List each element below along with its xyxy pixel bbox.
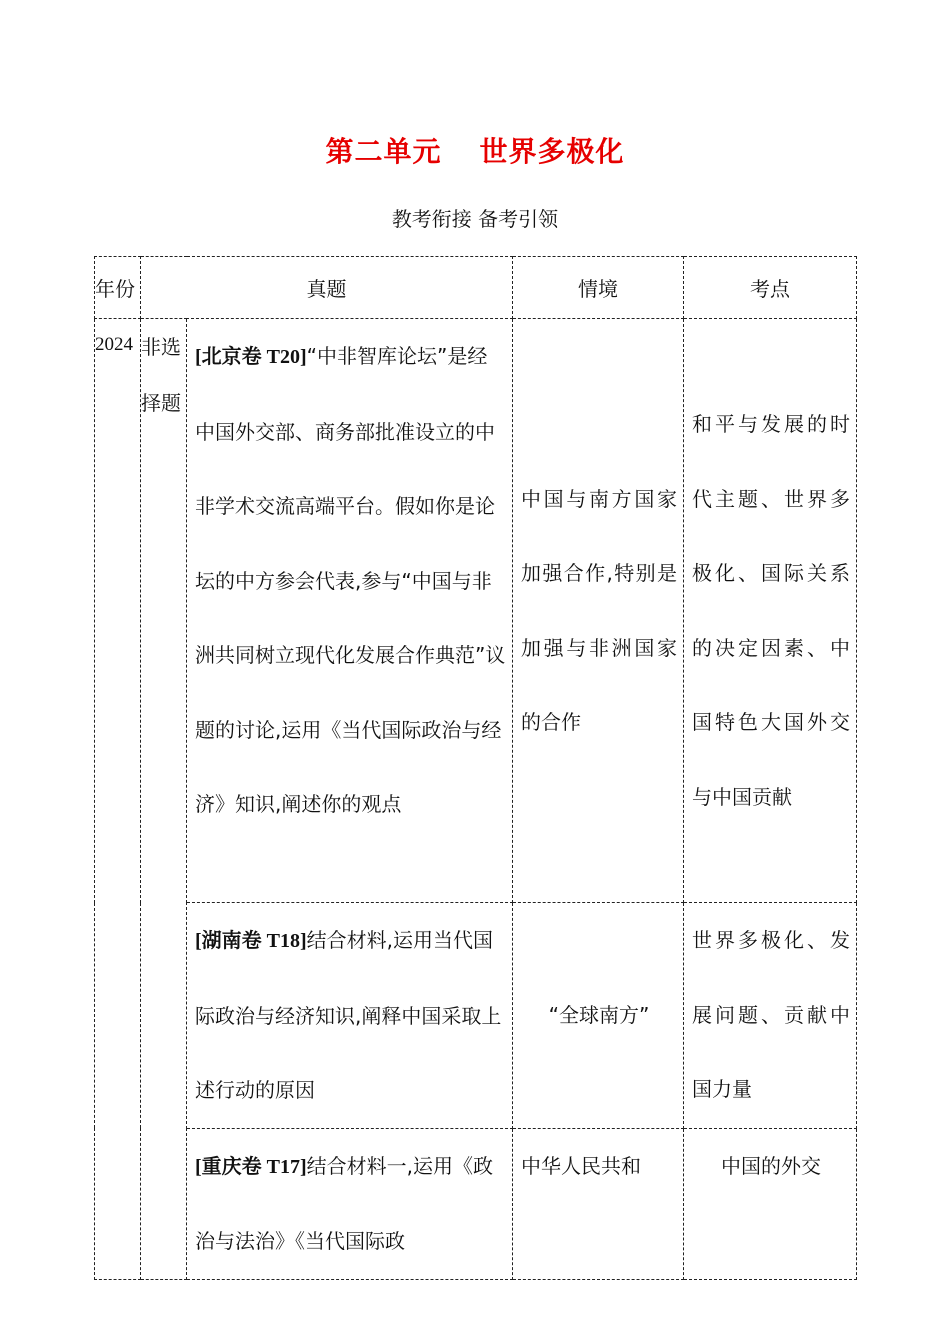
exam-table — [94, 256, 857, 1280]
context-cell: 中华人民共和 — [513, 1128, 684, 1279]
header-year: 年份 — [95, 257, 141, 319]
question-source: [重庆卷 T17] — [195, 1155, 307, 1178]
question-text: “中非智库论坛”是经中国外交部、商务部批准设立的中非学术交流高端平台。假如你是论坛的中方参会代表,参与“中国与非洲共同树立现代化发展合作典范”议题的讨论,运用《当代国际政治与经济》知识,阐述你的观点 — [195, 344, 506, 816]
header-context: 情境 — [513, 257, 684, 319]
table-row — [95, 319, 857, 903]
question-text: 结合材料,运用当代国际政治与经济知识,阐释中国采取上述行动的原因 — [195, 928, 502, 1102]
table-row — [95, 1128, 857, 1279]
page-title — [0, 130, 950, 170]
unit-name: 世界多极化 — [479, 135, 625, 168]
unit-number: 第二单元 — [325, 135, 442, 168]
question-source: [北京卷 T20] — [195, 346, 307, 368]
context-cell: 中国与南方国家加强合作,特别是加强与非洲国家的合作 — [513, 319, 684, 903]
question-cell — [187, 903, 513, 1129]
table-row — [95, 903, 857, 1129]
header-points: 考点 — [684, 257, 857, 319]
question-type-cell: 非选择题 — [141, 319, 187, 1280]
question-text: 结合材料一,运用《政治与法治》《当代国际政 — [195, 1153, 494, 1253]
table-header-row — [95, 257, 857, 319]
header-question: 真题 — [141, 257, 513, 319]
points-cell: 和平与发展的时代主题、世界多极化、国际关系的决定因素、中国特色大国外交与中国贡献 — [684, 319, 857, 903]
context-cell: “全球南方” — [513, 903, 684, 1129]
question-cell — [187, 319, 513, 903]
page-subtitle: 教考衔接 备考引领 — [391, 207, 559, 231]
question-source: [湖南卷 T18] — [195, 930, 307, 952]
year-cell: 2024 — [95, 319, 141, 1280]
points-cell: 世界多极化、发展问题、贡献中国力量 — [684, 903, 857, 1129]
points-cell: 中国的外交 — [684, 1128, 857, 1279]
question-cell — [187, 1128, 513, 1279]
